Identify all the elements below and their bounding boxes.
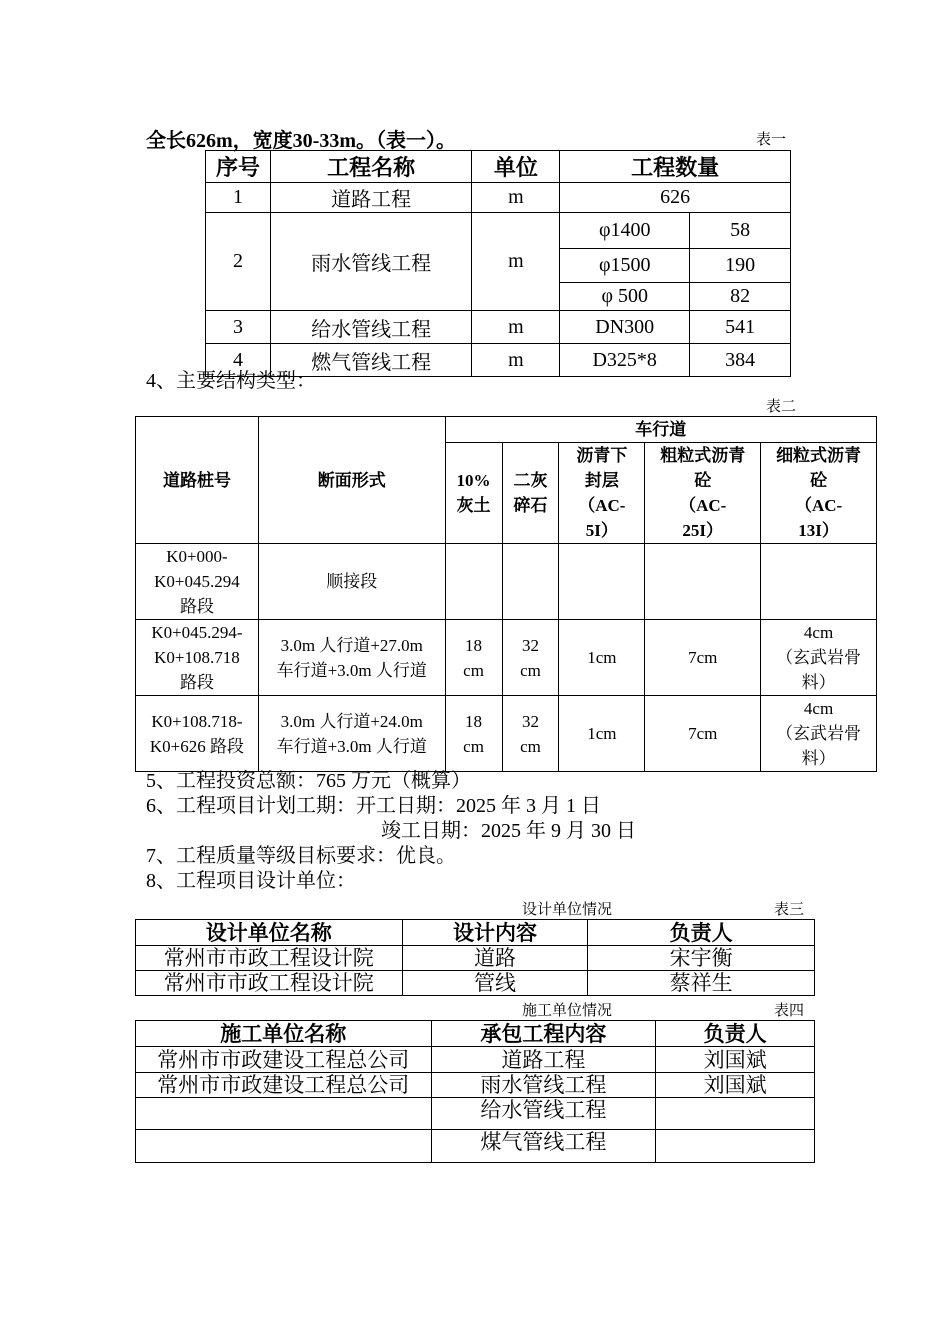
t3-header-leader: 负责人 — [588, 920, 815, 946]
t4-cell: 刘国斌 — [656, 1047, 815, 1073]
table-row — [136, 1073, 815, 1098]
t1-cell: m — [472, 344, 560, 377]
t2-cell: 顺接段 — [258, 544, 445, 620]
t1-cell: 2 — [206, 213, 271, 311]
t2-header-fine: 细粒式沥青 砼 （AC- 13I） — [761, 443, 877, 544]
table-row — [136, 1047, 815, 1073]
t2-cell: 18 cm — [445, 620, 502, 696]
t2-cell: 7cm — [645, 696, 761, 772]
t2-cell: 7cm — [645, 620, 761, 696]
section-7: 7、工程质量等级目标要求：优良。 — [146, 845, 456, 867]
t4-cell: 常州市市政建设工程总公司 — [136, 1047, 432, 1073]
t3-cell: 常州市市政工程设计院 — [136, 971, 403, 996]
table3-tag: 表三 — [774, 902, 805, 918]
t2-cell: 3.0m 人行道+24.0m 车行道+3.0m 人行道 — [258, 696, 445, 772]
section-6: 6、工程项目计划工期：开工日期：2025 年 3 月 1 日 — [146, 795, 601, 817]
t2-header-carriageway: 车行道 — [445, 417, 876, 443]
t2-header-station: 道路桩号 — [136, 417, 259, 544]
t1-cell: m — [472, 213, 560, 311]
t1-cell: φ1400 — [560, 213, 690, 249]
t3-cell: 常州市市政工程设计院 — [136, 946, 403, 971]
t4-cell — [656, 1098, 815, 1130]
t1-cell: 626 — [560, 183, 791, 213]
t2-cell: 1cm — [559, 696, 645, 772]
table-row — [136, 620, 877, 696]
t1-header-name: 工程名称 — [270, 151, 472, 183]
table4-tag: 表四 — [774, 1003, 805, 1019]
table3 — [135, 919, 815, 996]
table-row — [206, 311, 791, 344]
t2-header-lime: 10% 灰土 — [445, 443, 502, 544]
table-row — [136, 1098, 815, 1130]
t2-cell — [445, 544, 502, 620]
t1-cell: 4 — [206, 344, 271, 377]
t1-cell: φ1500 — [560, 249, 690, 283]
t2-cell: 1cm — [559, 620, 645, 696]
t4-cell — [136, 1130, 432, 1163]
t4-header-leader: 负责人 — [656, 1021, 815, 1047]
t4-cell: 道路工程 — [431, 1047, 656, 1073]
t4-header-content: 承包工程内容 — [431, 1021, 656, 1047]
table-row — [206, 183, 791, 213]
section-6-completion: 竣工日期：2025 年 9 月 30 日 — [381, 820, 636, 842]
table-row — [136, 696, 877, 772]
t2-header-gravel: 二灰 碎石 — [502, 443, 559, 544]
table1-tag: 表一 — [756, 132, 787, 148]
t2-cell — [761, 544, 877, 620]
t2-cell: 4cm （玄武岩骨 料） — [761, 620, 877, 696]
table2 — [135, 416, 877, 772]
t1-cell: 384 — [690, 344, 791, 377]
table-row — [136, 1130, 815, 1163]
t3-cell: 道路 — [402, 946, 588, 971]
table-row — [136, 544, 877, 620]
t1-cell: 给水管线工程 — [270, 311, 472, 344]
t1-cell: 541 — [690, 311, 791, 344]
t1-cell: 190 — [690, 249, 791, 283]
section-5: 5、工程投资总额：765 万元（概算） — [146, 770, 471, 792]
t1-cell: 1 — [206, 183, 271, 213]
t2-header-coarse: 粗粒式沥青 砼 （AC- 25I） — [645, 443, 761, 544]
t2-header-section: 断面形式 — [258, 417, 445, 544]
t1-cell: 雨水管线工程 — [270, 213, 472, 311]
section-4: 4、主要结构类型： — [146, 370, 316, 392]
section-8: 8、工程项目设计单位： — [146, 870, 356, 892]
t2-cell: 4cm （玄武岩骨 料） — [761, 696, 877, 772]
t2-header-seal: 沥青下 封层 （AC- 5I） — [559, 443, 645, 544]
t2-cell — [645, 544, 761, 620]
t2-cell: K0+000- K0+045.294 路段 — [136, 544, 259, 620]
table4-caption: 施工单位情况 — [522, 1003, 613, 1019]
table3-caption: 设计单位情况 — [522, 902, 613, 918]
t3-cell: 宋宇衡 — [588, 946, 815, 971]
t3-header-unit: 设计单位名称 — [136, 920, 403, 946]
t1-header-no: 序号 — [206, 151, 271, 183]
t1-cell: φ 500 — [560, 283, 690, 311]
t2-cell: 18 cm — [445, 696, 502, 772]
t4-cell: 常州市市政建设工程总公司 — [136, 1073, 432, 1098]
t2-cell — [502, 544, 559, 620]
t1-cell: D325*8 — [560, 344, 690, 377]
t1-header-qty: 工程数量 — [560, 151, 791, 183]
table4 — [135, 1020, 815, 1163]
t4-header-unit: 施工单位名称 — [136, 1021, 432, 1047]
t2-cell: 32 cm — [502, 620, 559, 696]
t3-cell: 管线 — [402, 971, 588, 996]
t4-cell: 刘国斌 — [656, 1073, 815, 1098]
t2-cell — [559, 544, 645, 620]
table-row — [136, 946, 815, 971]
t4-cell: 雨水管线工程 — [431, 1073, 656, 1098]
t1-cell: 58 — [690, 213, 791, 249]
t4-cell: 煤气管线工程 — [431, 1130, 656, 1163]
t1-header-unit: 单位 — [472, 151, 560, 183]
t4-cell — [656, 1130, 815, 1163]
t2-cell: K0+108.718- K0+626 路段 — [136, 696, 259, 772]
table2-tag: 表二 — [766, 399, 797, 415]
t4-cell — [136, 1098, 432, 1130]
table1 — [205, 150, 791, 377]
t1-cell: 道路工程 — [270, 183, 472, 213]
t2-cell: 32 cm — [502, 696, 559, 772]
t1-cell: m — [472, 311, 560, 344]
table-row — [136, 971, 815, 996]
t2-cell: 3.0m 人行道+27.0m 车行道+3.0m 人行道 — [258, 620, 445, 696]
t1-cell: 燃气管线工程 — [270, 344, 472, 377]
t4-cell: 给水管线工程 — [431, 1098, 656, 1130]
table-row — [206, 213, 791, 249]
t3-header-content: 设计内容 — [402, 920, 588, 946]
intro-text: 全长626m，宽度30-33m。（表一）。 — [146, 130, 456, 152]
t2-cell: K0+045.294- K0+108.718 路段 — [136, 620, 259, 696]
t1-cell: DN300 — [560, 311, 690, 344]
t3-cell: 蔡祥生 — [588, 971, 815, 996]
t1-cell: 3 — [206, 311, 271, 344]
t1-cell: 82 — [690, 283, 791, 311]
t1-cell: m — [472, 183, 560, 213]
